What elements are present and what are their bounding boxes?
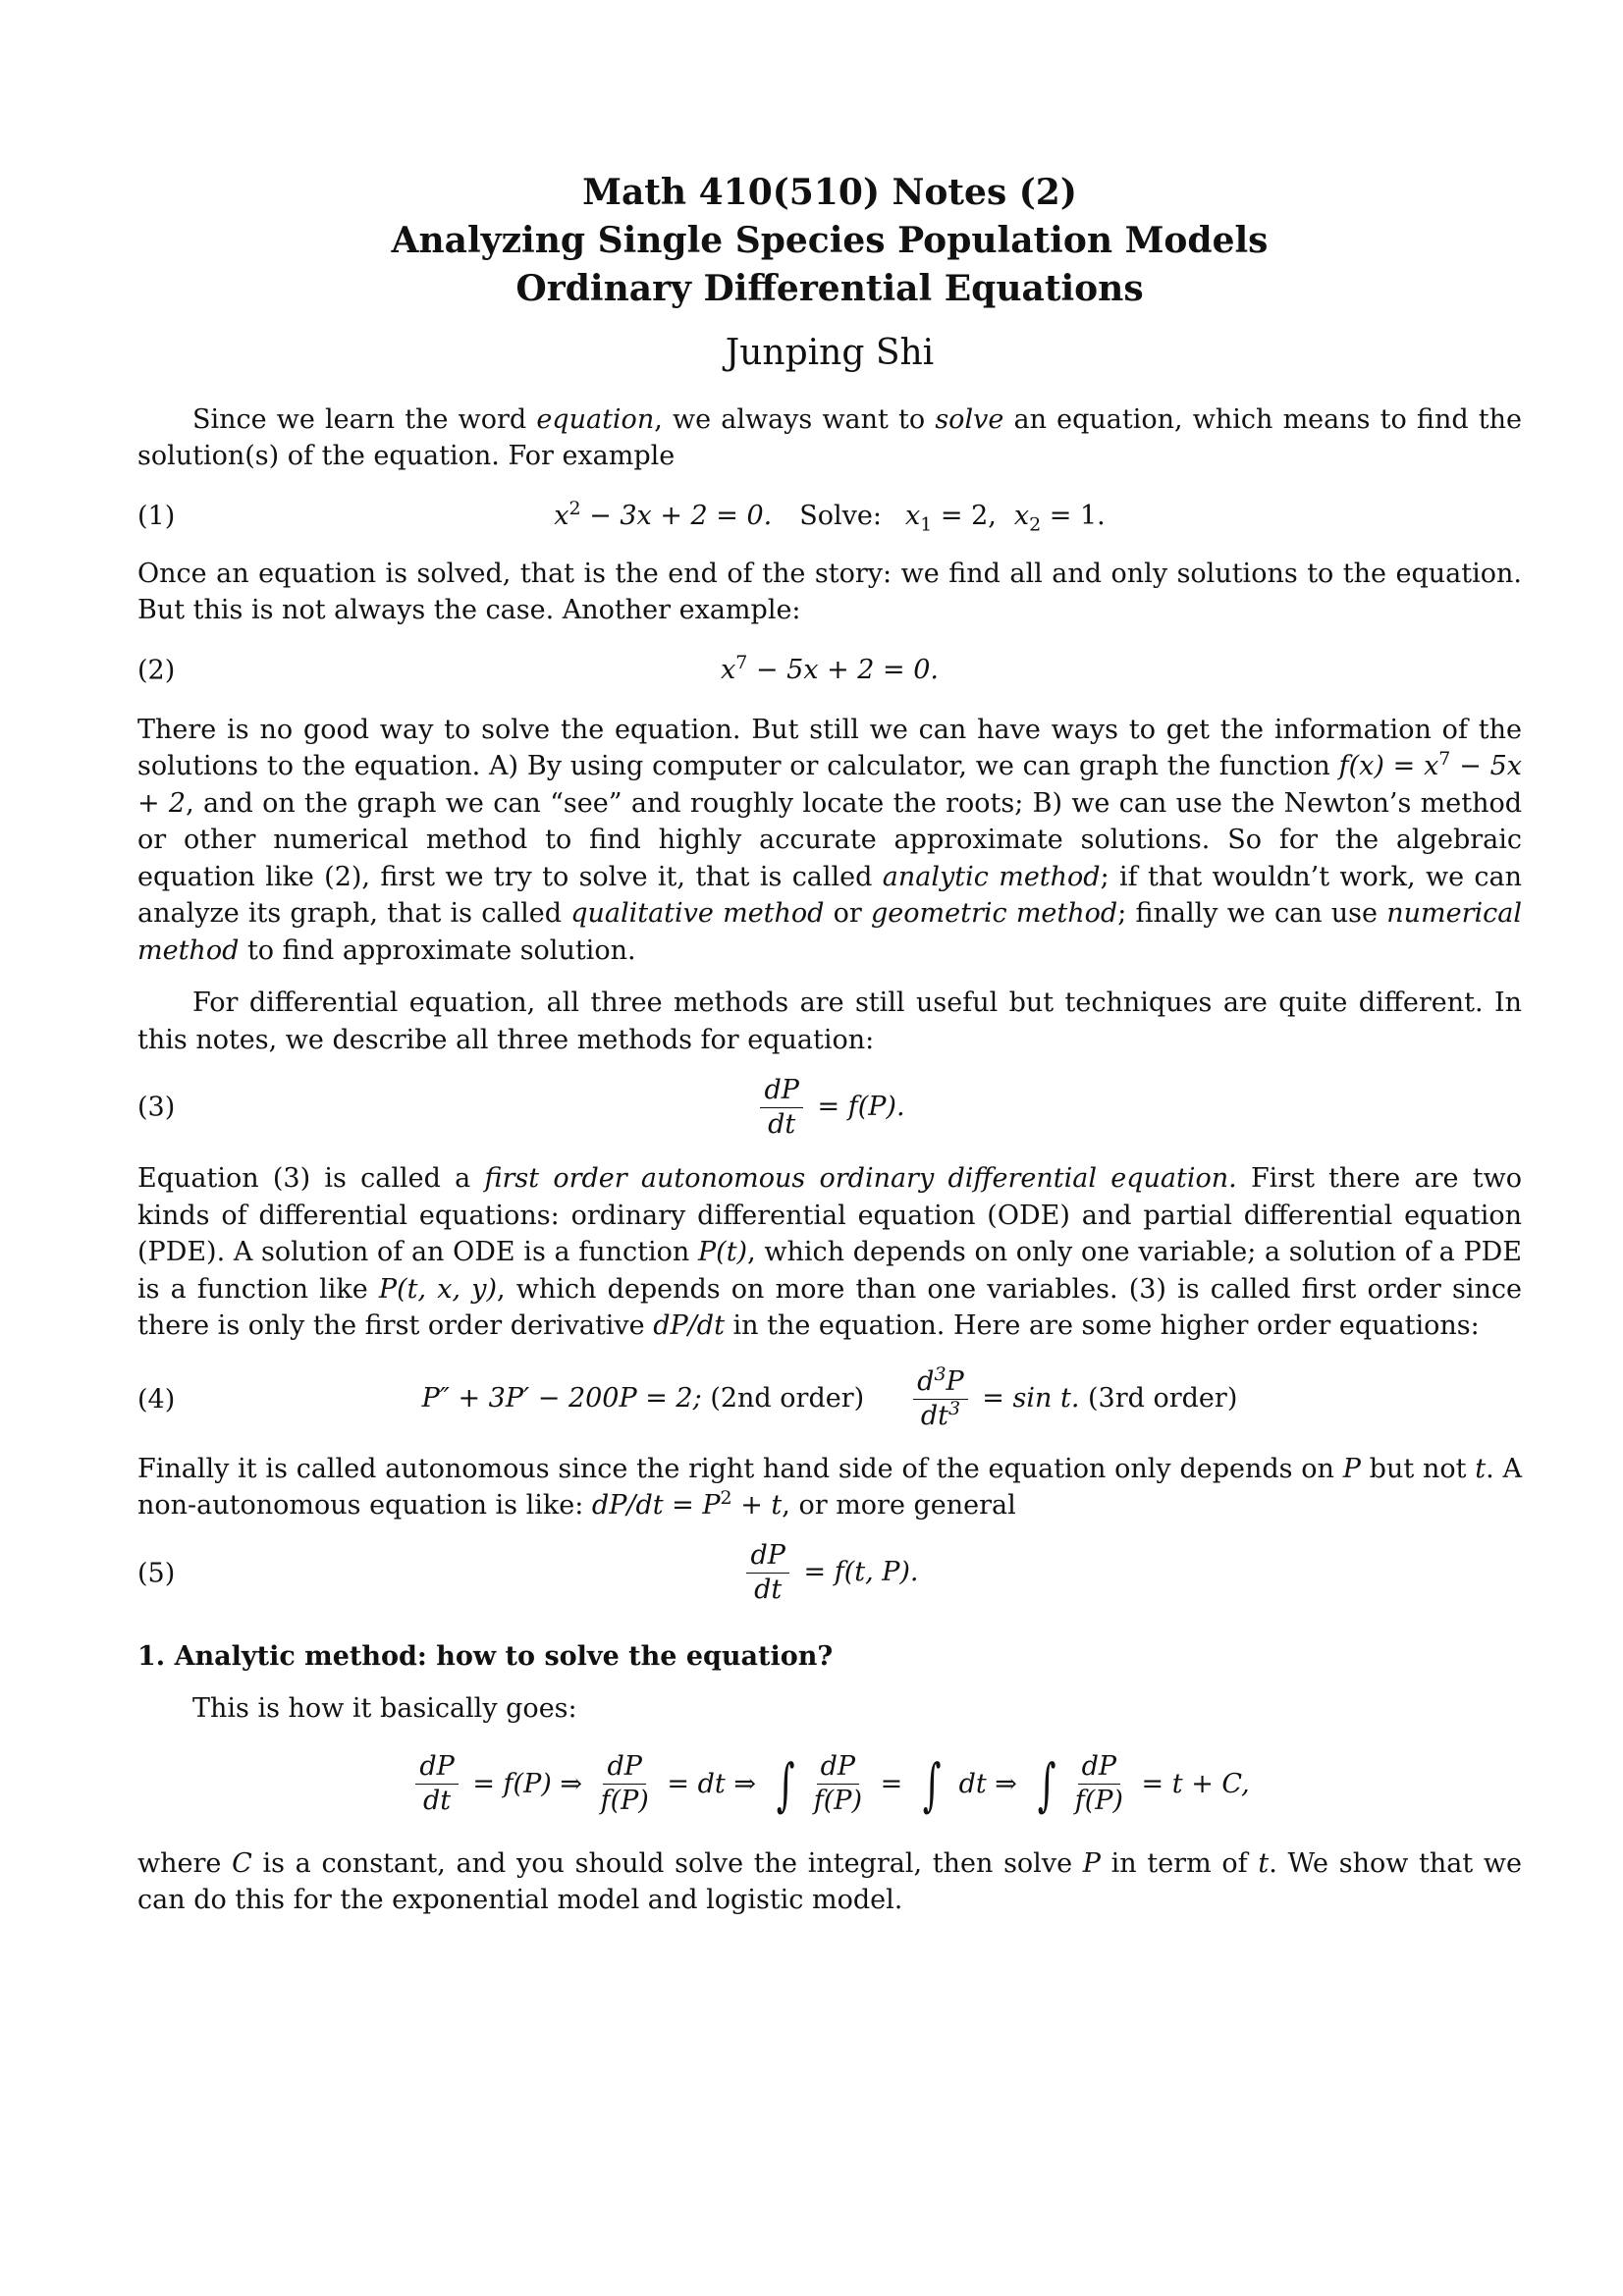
math: = dt ⇒: [658, 1768, 765, 1799]
math: t: [1258, 1847, 1270, 1879]
math: x: [1013, 500, 1030, 531]
fraction: [760, 1074, 802, 1142]
denominator: f(P): [813, 1786, 862, 1816]
text: , we always want to: [654, 403, 936, 435]
title-line-2: Analyzing Single Species Population Models: [391, 220, 1269, 261]
equation-1: [137, 495, 1522, 538]
solve-label: Solve:: [799, 500, 882, 531]
paragraph-6: [137, 1451, 1522, 1524]
fraction: [810, 1750, 866, 1818]
text: in the equation. Here are some higher order equations:: [724, 1310, 1480, 1341]
text: There is no good way to solve the equation. But still we can have ways to get the information of the solutions to the equation. A) By using computer or calculator, we can graph the function: [137, 714, 1522, 781]
integral-sign: ∫: [922, 1750, 942, 1818]
emphasis: first order autonomous ordinary differential equation.: [484, 1163, 1237, 1194]
page: [137, 0, 1522, 1919]
denominator: dt: [754, 1575, 783, 1605]
denominator: dt: [768, 1108, 796, 1140]
math: − 5x + 2: [137, 751, 1522, 819]
paragraph-7: This is how it basically goes:: [192, 1693, 577, 1724]
math: x: [554, 500, 569, 531]
text: ; if that wouldn’t work, we can analyze its graph, that is called: [137, 861, 1522, 929]
integral-sign: ∫: [776, 1750, 795, 1818]
paragraph-2: Once an equation is solved, that is the end of the story: we find all and only solutions to the equation. But this is not always the case. Another example:: [137, 558, 1522, 625]
math: t: [1475, 1453, 1487, 1484]
math: P(t, x, y): [378, 1273, 497, 1305]
text: but not: [1360, 1453, 1476, 1484]
integral-sign: ∫: [1037, 1750, 1055, 1818]
math: x: [904, 500, 921, 531]
fraction: [913, 1365, 968, 1433]
numerator: dP: [760, 1074, 802, 1108]
text: where: [137, 1847, 233, 1879]
math: = 1.: [1041, 500, 1106, 531]
math: P″ + 3P′ − 200P = 2;: [421, 1383, 702, 1414]
math: = f(P).: [808, 1091, 905, 1122]
math: = 2,: [932, 500, 997, 531]
math: dP/dt = P: [591, 1490, 721, 1521]
order-note: (2nd order): [710, 1383, 865, 1414]
math: dP/dt: [653, 1310, 725, 1341]
text: an equation, which means to find the solution(s) of the equation. For example: [137, 403, 1522, 471]
math: = t + C,: [1132, 1768, 1250, 1799]
text: in term of: [1100, 1847, 1259, 1879]
order-note: (3rd order): [1088, 1383, 1238, 1414]
title-block: [137, 169, 1522, 313]
exponent: 7: [1438, 748, 1451, 770]
numerator: d: [917, 1366, 935, 1397]
math: =: [871, 1768, 911, 1799]
equation-number: (4): [137, 1383, 176, 1415]
paragraph-1: [137, 401, 1522, 475]
exponent: 2: [720, 1487, 732, 1509]
fraction: [1071, 1750, 1127, 1818]
numerator: dP: [415, 1750, 458, 1785]
emphasis: numerical method: [137, 898, 1522, 966]
math: x: [720, 654, 736, 685]
numerator-var: P: [946, 1366, 964, 1397]
math: C: [232, 1847, 252, 1879]
math: − 3x + 2 = 0.: [580, 500, 773, 531]
text: ; finally we can use: [1117, 898, 1387, 929]
text: . We show that we can do this for the exponential model and logistic model.: [137, 1847, 1523, 1915]
math: P(t): [698, 1237, 748, 1267]
equation-4: [137, 1361, 1522, 1439]
paragraph-8: [137, 1845, 1522, 1919]
equation-number: (2): [137, 654, 176, 685]
paragraph-4: For differential equation, all three methods are still useful but techniques are quite different. In this notes, we describe all three methods for equation:: [137, 988, 1522, 1055]
numerator: dP: [1078, 1750, 1120, 1785]
numerator: dP: [746, 1539, 788, 1574]
equation-number: (3): [137, 1092, 176, 1123]
equation-5: [137, 1536, 1522, 1611]
text: Since we learn the word: [192, 403, 537, 435]
equation-number: (5): [137, 1557, 176, 1588]
text: is a constant, and you should solve the integral, then solve: [251, 1847, 1083, 1879]
text: Finally it is called autonomous since the right hand side of the equation only depends on: [137, 1453, 1343, 1484]
math: − 5x + 2 = 0.: [747, 654, 940, 685]
emphasis: equation: [536, 403, 655, 435]
emphasis: solve: [935, 403, 1004, 435]
math: = f(P) ⇒: [463, 1768, 591, 1799]
exponent: 3: [934, 1363, 947, 1385]
numerator: dP: [603, 1750, 645, 1785]
equation-2: [137, 649, 1522, 692]
equation-6: [137, 1741, 1522, 1828]
subscript: 2: [1029, 513, 1042, 536]
math: f(x) = x: [1338, 751, 1439, 781]
title-line-3: Ordinary Differential Equations: [515, 268, 1144, 309]
math: + t: [731, 1490, 783, 1521]
emphasis: qualitative method: [570, 898, 825, 929]
denominator: f(P): [600, 1786, 649, 1816]
exponent: 3: [947, 1398, 961, 1419]
denominator: f(P): [1074, 1786, 1123, 1816]
math: P: [1082, 1847, 1101, 1879]
text: , which depends on more than one variables. (3) is called first order since there is only the first order derivative: [137, 1273, 1522, 1341]
text: Equation (3) is called a: [137, 1163, 485, 1194]
text: to find approximate solution.: [239, 934, 636, 966]
math: dt ⇒: [950, 1768, 1026, 1799]
author: Junping Shi: [725, 333, 935, 373]
equation-number: (1): [137, 500, 176, 531]
numerator: dP: [817, 1750, 859, 1785]
math: P: [1342, 1453, 1361, 1484]
emphasis: geometric method: [871, 898, 1118, 929]
emphasis: analytic method: [882, 861, 1101, 892]
paragraph-5: [137, 1160, 1522, 1345]
fraction: [597, 1750, 653, 1818]
text: , or more general: [782, 1490, 1016, 1521]
text: , which depends on only one variable; a solution of a PDE is a function like: [137, 1237, 1522, 1305]
fraction: [746, 1539, 788, 1607]
equation-3: [137, 1070, 1522, 1145]
exponent: 7: [735, 651, 748, 673]
math: = sin t.: [973, 1383, 1080, 1414]
text: , and on the graph we can “see” and roughly locate the roots; B) we can use the Newton’s method or other numerical method to find highly accurate approximate solutions. So for the algebraic equation like (2), first we try to solve it, that is called: [137, 787, 1522, 892]
denominator: dt: [422, 1786, 452, 1816]
math: = f(t, P).: [794, 1557, 919, 1587]
exponent: 2: [568, 497, 581, 519]
subscript: 1: [920, 513, 933, 536]
text: or: [824, 898, 872, 929]
text: . A non-autonomous equation is like:: [137, 1453, 1522, 1521]
denominator: dt: [920, 1401, 948, 1431]
paragraph-3: [137, 712, 1522, 970]
text: First there are two kinds of differential equations: ordinary differential equation (ODE) and partial differential equation (PDE). A solution of an ODE is a function: [137, 1163, 1522, 1267]
section-heading: 1. Analytic method: how to solve the equation?: [137, 1640, 834, 1672]
title-line-1: Math 410(510) Notes (2): [582, 172, 1077, 213]
fraction: [415, 1750, 458, 1818]
